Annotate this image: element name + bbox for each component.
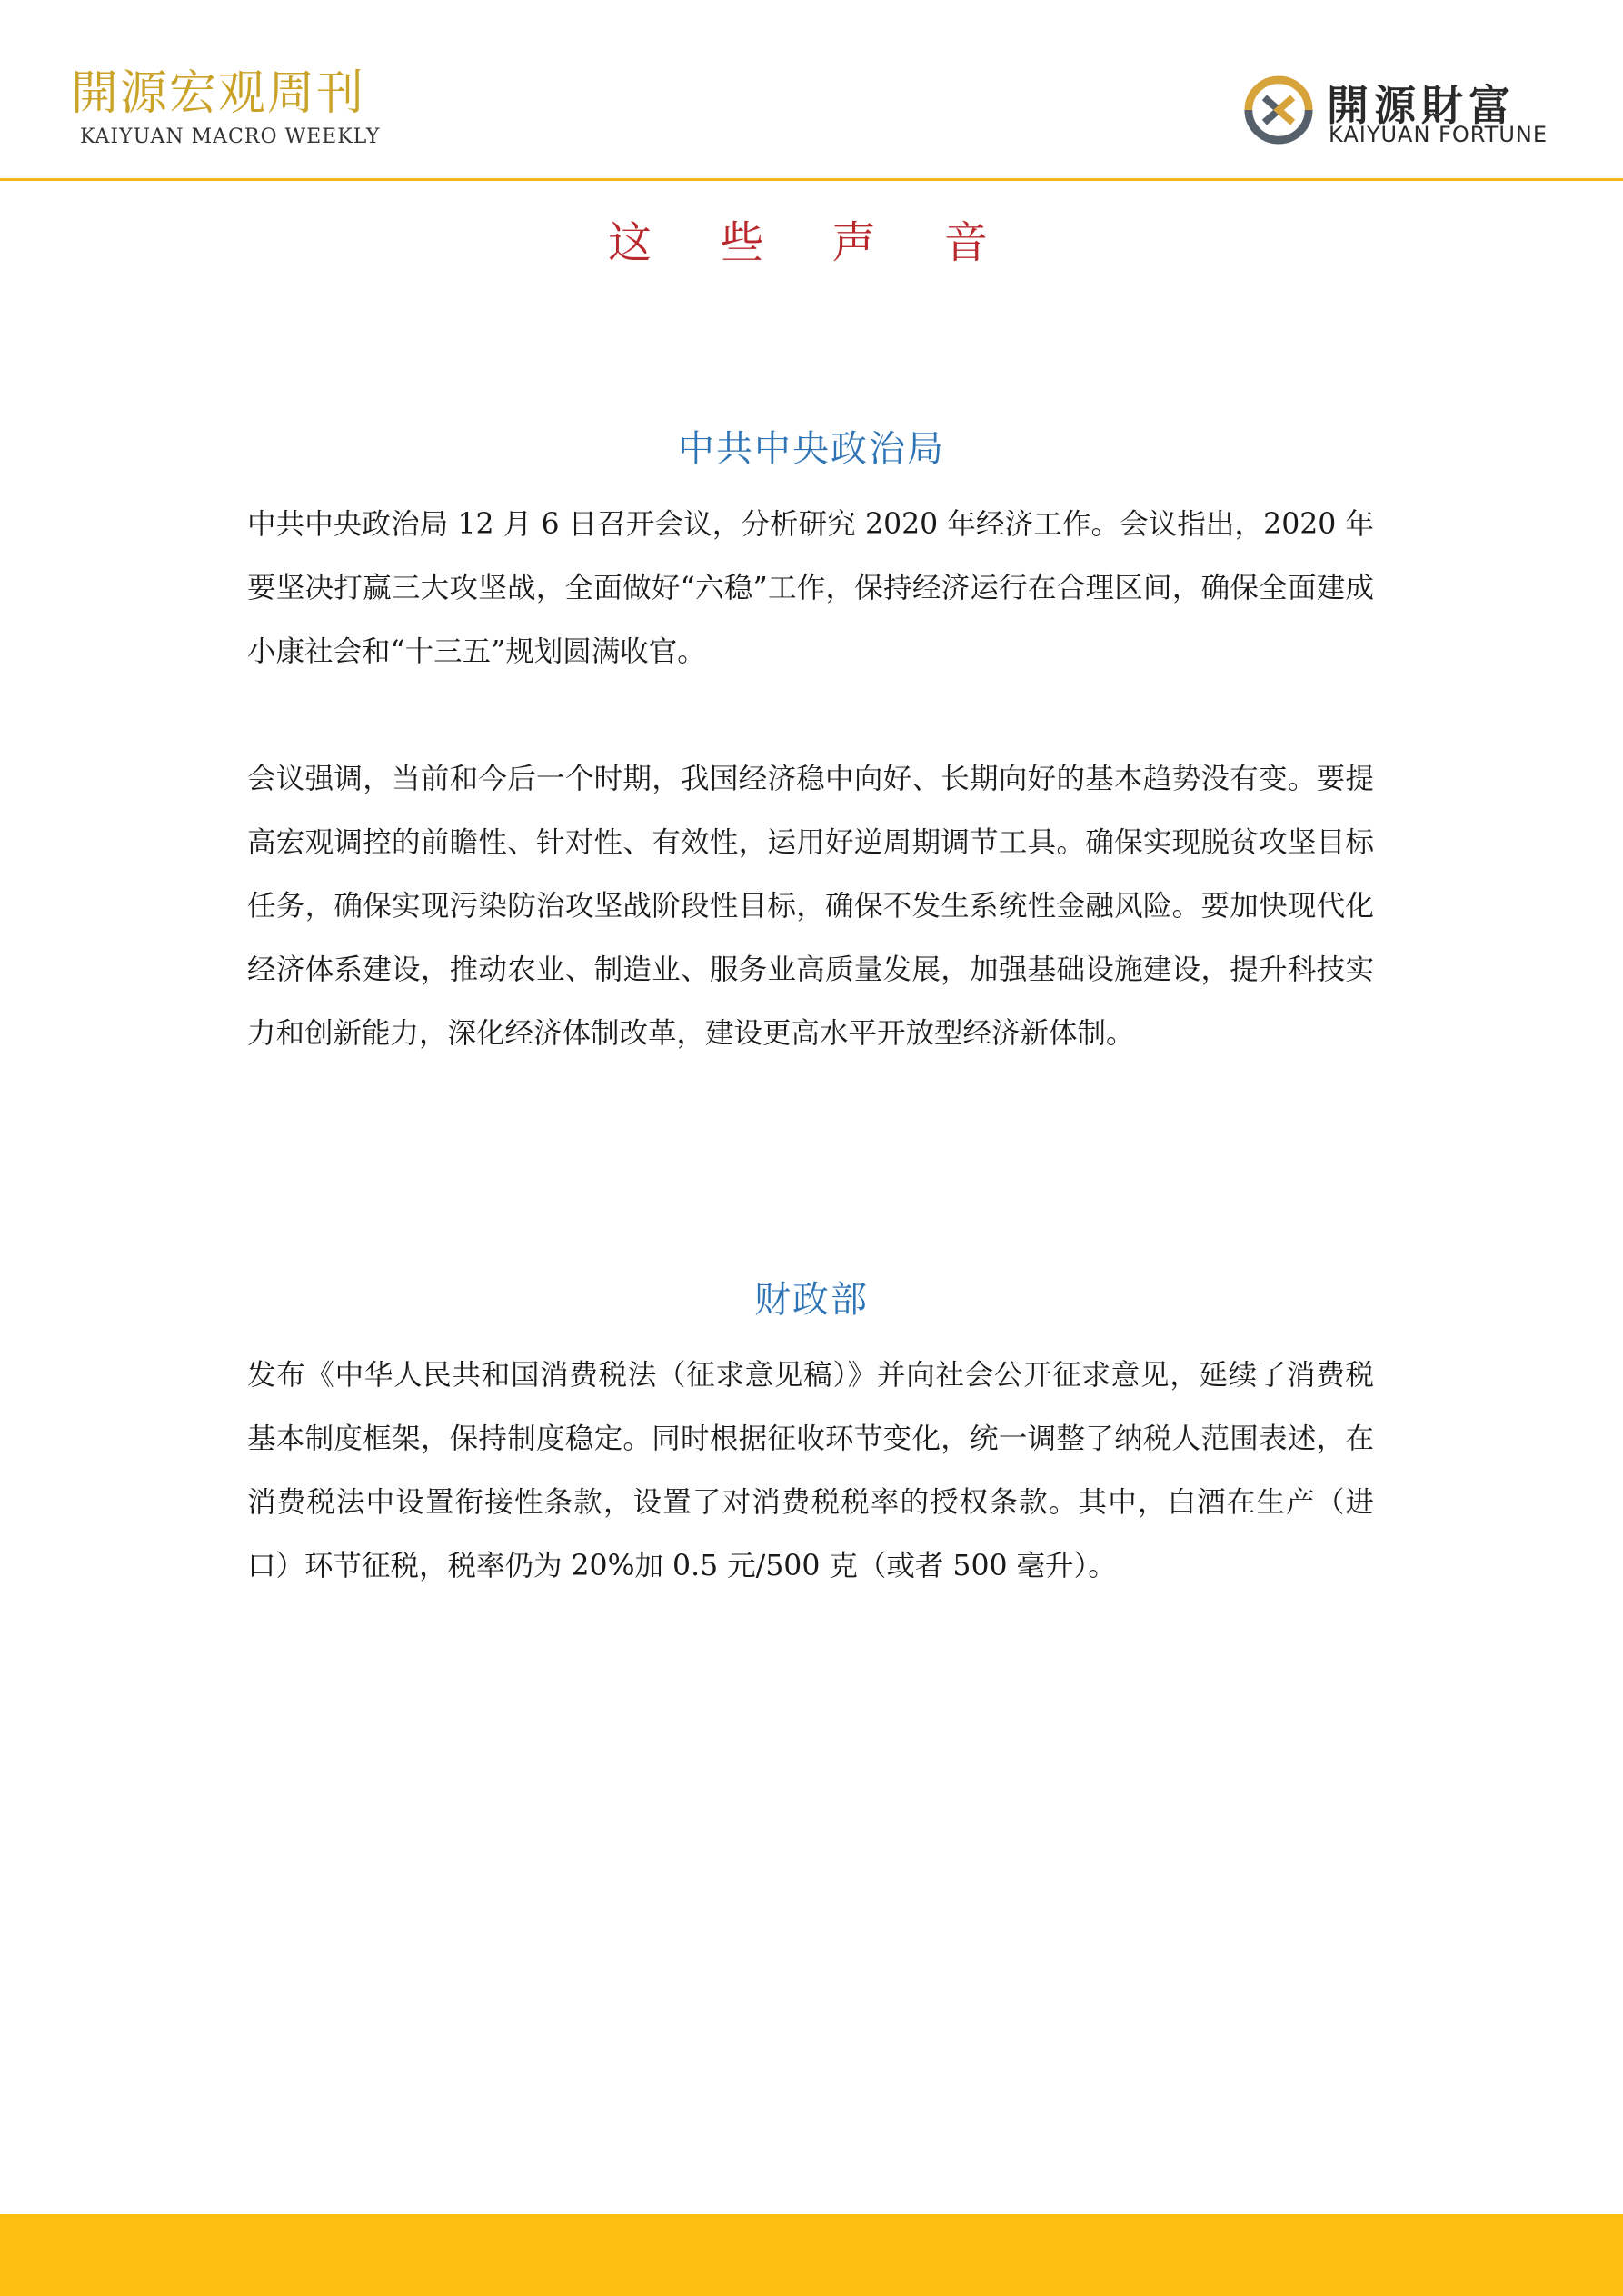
page-heading: 这 些 声 音 <box>608 217 1015 268</box>
publication-title: 開源宏观周刊 <box>71 66 366 121</box>
brand-name: 開源財富 <box>1327 81 1516 130</box>
section-title-politburo: 中共中央政治局 <box>678 428 945 470</box>
kaiyuan-logo-icon <box>1243 75 1314 145</box>
section-title-ministry-of-finance: 财政部 <box>754 1279 869 1321</box>
footer-bar <box>0 2214 1623 2296</box>
brand-logo <box>1243 71 1561 153</box>
paragraph-politburo-2: 会议强调，当前和今后一个时期，我国经济稳中向好、长期向好的基本趋势没有变。要提高宏观调控的前瞻性、针对性、有效性，运用好逆周期调节工具。确保实现脱贫攻坚目标任务，确保实现污染防治攻坚战阶段性目标，确保不发生系统性金融风险。要加快现代化经济体系建设，推动农业、制造业、服务业高质量发展，加强基础设施建设，提升科技实力和创新能力，深化经济体制改革，建设更高水平开放型经济新体制。 <box>247 763 1374 1050</box>
paragraph-ministry-of-finance: 发布《中华人民共和国消费税法（征求意见稿）》并向社会公开征求意见，延续了消费税基本制度框架，保持制度稳定。同时根据征收环节变化，统一调整了纳税人范围表述，在消费税法中设置衔接性条款，设置了对消费税税率的授权条款。其中，白酒在生产（进口）环节征税，税率仍为 20%加 0.5 元/500 克（或者 500 毫升）。 <box>247 1359 1374 1582</box>
publication-subtitle: KAIYUAN MACRO WEEKLY <box>80 125 381 148</box>
header-divider <box>0 178 1623 181</box>
brand-name-english: KAIYUAN FORTUNE <box>1329 122 1548 147</box>
page-header <box>0 0 1623 182</box>
paragraph-politburo-1: 中共中央政治局 12 月 6 日召开会议，分析研究 2020 年经济工作。会议指出，2020 年要坚决打赢三大攻坚战，全面做好“六稳”工作，保持经济运行在合理区间，确保全面建成小康社会和“十三五”规划圆满收官。 <box>247 508 1374 668</box>
